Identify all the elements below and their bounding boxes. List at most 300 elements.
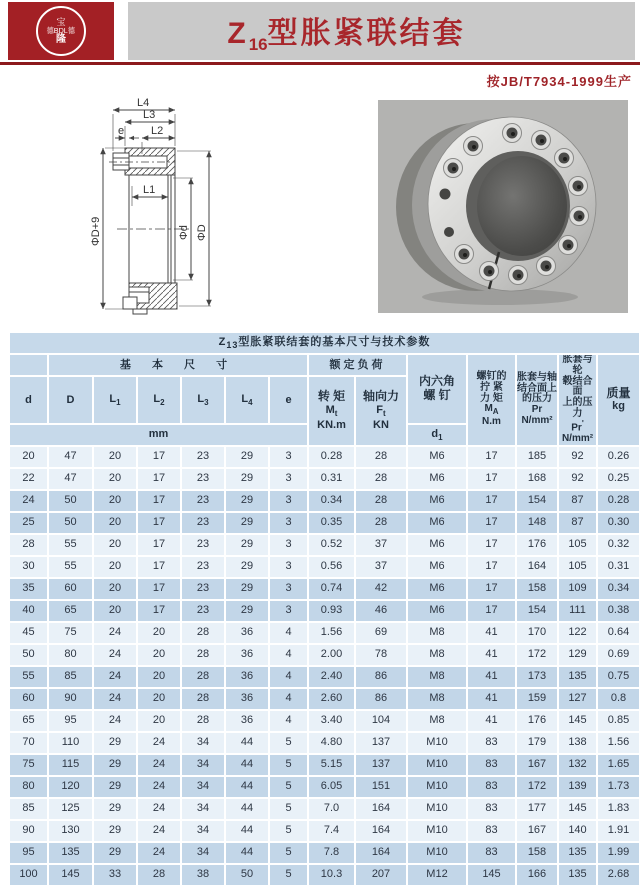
table-row [10, 491, 639, 511]
table-cell: 6.05 [309, 777, 354, 797]
table-cell: M10 [408, 777, 466, 797]
table-cell: 0.64 [598, 623, 639, 643]
table-cell: 17 [138, 535, 180, 555]
table-cell: M10 [408, 755, 466, 775]
table-cell: 2.40 [309, 667, 354, 687]
table-cell: 23 [182, 535, 224, 555]
dim-label-phiD9: ΦD+9 [90, 216, 102, 246]
table-cell: 135 [559, 667, 596, 687]
table-cell: 0.35 [309, 513, 354, 533]
table-row [10, 645, 639, 665]
section-drawing [25, 94, 345, 326]
group-rated-load: 额定负荷 [309, 355, 406, 375]
col-header-hub-pressure: 胀套与轮 毂结合面 上的压力 Pr' N/mm² [559, 355, 596, 445]
table-cell: 83 [468, 843, 515, 863]
table-cell: 3 [270, 513, 307, 533]
table-cell: 29 [94, 799, 136, 819]
table-cell: 28 [182, 667, 224, 687]
table-cell: 75 [49, 623, 92, 643]
table-cell: 0.8 [598, 689, 639, 709]
table-cell: 28 [182, 711, 224, 731]
table-cell: 34 [182, 777, 224, 797]
table-row [10, 535, 639, 555]
table-cell: 24 [94, 667, 136, 687]
table-cell: 2.00 [309, 645, 354, 665]
table-cell: 85 [49, 667, 92, 687]
table-cell: 38 [182, 865, 224, 885]
table-cell: 50 [49, 513, 92, 533]
table-row [10, 557, 639, 577]
table-row [10, 447, 639, 467]
table-cell: 75 [10, 755, 47, 775]
table-row [10, 799, 639, 819]
table-cell: 109 [559, 579, 596, 599]
table-cell: 20 [94, 557, 136, 577]
table-cell: 85 [10, 799, 47, 819]
table-cell: 164 [356, 821, 406, 841]
table-cell: 5.15 [309, 755, 354, 775]
table-cell: 44 [226, 777, 268, 797]
table-row [10, 689, 639, 709]
page-title: $Z_{16}$型胀紧联结套 [227, 16, 466, 54]
table-cell: 80 [49, 645, 92, 665]
table-cell: 154 [517, 491, 557, 511]
table-cell: 23 [182, 579, 224, 599]
table-cell: 105 [559, 535, 596, 555]
table-cell: 3 [270, 469, 307, 489]
table-cell: 20 [94, 535, 136, 555]
table-cell: 65 [49, 601, 92, 621]
table-cell: 50 [10, 645, 47, 665]
table-cell: 86 [356, 667, 406, 687]
table-cell: 24 [138, 843, 180, 863]
brand-logo [8, 2, 114, 60]
table-cell: 0.31 [309, 469, 354, 489]
table-cell: 29 [94, 777, 136, 797]
product-photo [378, 100, 628, 313]
table-cell: 20 [138, 645, 180, 665]
table-cell: 37 [356, 535, 406, 555]
table-body [10, 447, 639, 885]
table-cell: 34 [182, 733, 224, 753]
table-cell: 135 [559, 843, 596, 863]
table-cell: 17 [138, 601, 180, 621]
table-row [10, 733, 639, 753]
table-cell: 164 [356, 843, 406, 863]
table-cell: 37 [356, 557, 406, 577]
table-cell: 28 [356, 491, 406, 511]
col-header-shaft-pressure: 胀套与轴 结合面上 的压力 Pr N/mm² [517, 355, 557, 445]
table-cell: 135 [49, 843, 92, 863]
table-cell: 17 [138, 447, 180, 467]
table-cell: 176 [517, 711, 557, 731]
table-cell: 0.28 [309, 447, 354, 467]
table-cell: 28 [356, 447, 406, 467]
col-header-L3: $L_3$ [182, 377, 224, 423]
plain-hole [440, 189, 451, 200]
table-cell: 23 [182, 447, 224, 467]
table-cell: 20 [138, 667, 180, 687]
table-cell: 90 [10, 821, 47, 841]
table-cell: 172 [517, 645, 557, 665]
plain-hole [444, 227, 454, 237]
table-cell: 17 [468, 557, 515, 577]
table-cell: 28 [356, 469, 406, 489]
table-cell: 87 [559, 491, 596, 511]
table-cell: 151 [356, 777, 406, 797]
table-cell: 28 [356, 513, 406, 533]
table-cell: 115 [49, 755, 92, 775]
table-cell: 4 [270, 667, 307, 687]
table-cell: 1.56 [598, 733, 639, 753]
table-cell: 164 [517, 557, 557, 577]
logo-text-top: 宝 [56, 16, 66, 27]
dim-label-L1: L1 [143, 184, 156, 196]
table-cell: M6 [408, 513, 466, 533]
table-cell: 29 [226, 469, 268, 489]
brand-logo-circle [36, 6, 86, 56]
table-cell: 132 [559, 755, 596, 775]
table-cell: 24 [138, 755, 180, 775]
table-cell: 24 [94, 711, 136, 731]
table-row [10, 821, 639, 841]
table-cell: 137 [356, 755, 406, 775]
col-header-L1: $L_1$ [94, 377, 136, 423]
table-cell: 168 [517, 469, 557, 489]
table-row [10, 711, 639, 731]
table-cell: 120 [49, 777, 92, 797]
table-cell: 25 [10, 513, 47, 533]
table-cell: 148 [517, 513, 557, 533]
table-cell: 17 [138, 469, 180, 489]
table-cell: 41 [468, 623, 515, 643]
table-cell: 7.8 [309, 843, 354, 863]
table-cell: 17 [468, 579, 515, 599]
table-cell: 0.75 [598, 667, 639, 687]
table-cell: 20 [94, 579, 136, 599]
table-cell: 29 [226, 491, 268, 511]
table-cell: 40 [10, 601, 47, 621]
table-cell: 24 [10, 491, 47, 511]
table-cell: 17 [468, 469, 515, 489]
table-cell: 145 [468, 865, 515, 885]
table-cell: 60 [49, 579, 92, 599]
table-row [10, 469, 639, 489]
table-cell: 2.60 [309, 689, 354, 709]
table-cell: 29 [226, 535, 268, 555]
table-cell: 100 [10, 865, 47, 885]
table-cell: 24 [138, 799, 180, 819]
table-cell: 0.56 [309, 557, 354, 577]
table-cell: M6 [408, 447, 466, 467]
table-cell: 3 [270, 491, 307, 511]
table-row [10, 667, 639, 687]
table-cell: 34 [182, 821, 224, 841]
table-cell: 95 [49, 711, 92, 731]
table-cell: 29 [226, 557, 268, 577]
table-cell: 0.31 [598, 557, 639, 577]
table-cell: 23 [182, 557, 224, 577]
table-cell: 36 [226, 623, 268, 643]
table-cell: 29 [94, 821, 136, 841]
table-cell: 135 [559, 865, 596, 885]
table-cell: 1.73 [598, 777, 639, 797]
table-cell: 29 [226, 579, 268, 599]
table-cell: 0.34 [598, 579, 639, 599]
table-cell: 29 [94, 755, 136, 775]
table-cell: 0.25 [598, 469, 639, 489]
table-cell: 0.93 [309, 601, 354, 621]
table-cell: 17 [468, 447, 515, 467]
table-cell: 29 [226, 601, 268, 621]
table-cell: 0.69 [598, 645, 639, 665]
header-divider [0, 62, 640, 65]
table-cell: 17 [468, 601, 515, 621]
table-cell: 145 [559, 711, 596, 731]
table-cell: M8 [408, 645, 466, 665]
table-cell: 55 [49, 535, 92, 555]
table-cell: 20 [10, 447, 47, 467]
dim-label-L4: L4 [137, 97, 150, 109]
table-cell: 28 [182, 623, 224, 643]
table-cell: 29 [94, 843, 136, 863]
table-cell: 28 [10, 535, 47, 555]
col-header-hex-screw: 内六角 螺 钉 [408, 355, 466, 423]
col-header-mass: 质量 kg [598, 355, 639, 445]
table-cell: 83 [468, 821, 515, 841]
table-cell: 177 [517, 799, 557, 819]
table-row [10, 865, 639, 885]
table-cell: M10 [408, 733, 466, 753]
logo-text-bottom: 隆 [56, 33, 66, 45]
table-cell: 35 [10, 579, 47, 599]
table-row [10, 513, 639, 533]
table-cell: 145 [49, 865, 92, 885]
table-cell: 86 [356, 689, 406, 709]
table-cell: 20 [94, 447, 136, 467]
table-cell: 41 [468, 689, 515, 709]
table-cell: 172 [517, 777, 557, 797]
table-cell: M8 [408, 667, 466, 687]
table-cell: 125 [49, 799, 92, 819]
table-cell: 185 [517, 447, 557, 467]
table-cell: 36 [226, 645, 268, 665]
table-cell: 50 [49, 491, 92, 511]
table-cell: 170 [517, 623, 557, 643]
table-cell: 23 [182, 491, 224, 511]
table-cell: 1.56 [309, 623, 354, 643]
table-cell: 4 [270, 711, 307, 731]
table-cell: M8 [408, 623, 466, 643]
table-cell: 1.65 [598, 755, 639, 775]
table-cell: 92 [559, 469, 596, 489]
table-cell: 3 [270, 579, 307, 599]
col-header-tightening-torque: 螺钉的 拧 紧 力 矩 $M_A$ N.m [468, 355, 515, 445]
table-cell: 78 [356, 645, 406, 665]
table-cell: 28 [182, 689, 224, 709]
table-cell: 110 [49, 733, 92, 753]
table-row [10, 777, 639, 797]
table-cell: 0.28 [598, 491, 639, 511]
table-cell: 83 [468, 733, 515, 753]
table-cell: 17 [138, 491, 180, 511]
table-row [10, 755, 639, 775]
table-cell: 24 [138, 777, 180, 797]
table-cell: 23 [182, 513, 224, 533]
table-cell: 23 [182, 469, 224, 489]
table-cell: M6 [408, 601, 466, 621]
table-cell: 95 [10, 843, 47, 863]
title-banner [128, 2, 635, 60]
dim-label-L2: L2 [151, 125, 164, 137]
table-cell: 29 [94, 733, 136, 753]
table-cell: 34 [182, 843, 224, 863]
table-row [10, 623, 639, 643]
table-cell: 20 [94, 469, 136, 489]
group-basic-dims: 基 本 尺 寸 [49, 355, 307, 375]
table-cell: 159 [517, 689, 557, 709]
table-cell: 158 [517, 843, 557, 863]
spec-table [8, 331, 640, 887]
col-header-d1: $d_1$ [408, 425, 466, 445]
table-cell: 17 [138, 579, 180, 599]
table-cell: 7.0 [309, 799, 354, 819]
table-cell: 138 [559, 733, 596, 753]
table-cell: 137 [356, 733, 406, 753]
table-cell: 36 [226, 711, 268, 731]
col-header-L4: $L_4$ [226, 377, 268, 423]
table-cell: 0.26 [598, 447, 639, 467]
table-cell: 41 [468, 645, 515, 665]
table-cell: 179 [517, 733, 557, 753]
table-cell: 3 [270, 557, 307, 577]
table-cell: 83 [468, 799, 515, 819]
table-cell: M10 [408, 799, 466, 819]
dim-label-phiD: ΦD [196, 224, 208, 241]
table-cell: 4 [270, 623, 307, 643]
table-cell: 5 [270, 755, 307, 775]
table-cell: 164 [356, 799, 406, 819]
table-cell: 17 [468, 513, 515, 533]
table-cell: 145 [559, 799, 596, 819]
table-cell: 80 [10, 777, 47, 797]
table-cell: M10 [408, 843, 466, 863]
table-cell: 5 [270, 843, 307, 863]
table-cell: 5 [270, 865, 307, 885]
table-cell: 87 [559, 513, 596, 533]
col-header-e: e [270, 377, 307, 423]
table-cell: 207 [356, 865, 406, 885]
table-cell: 20 [94, 513, 136, 533]
table-cell: 92 [559, 447, 596, 467]
table-cell: 111 [559, 601, 596, 621]
table-cell: 28 [182, 645, 224, 665]
table-cell: 173 [517, 667, 557, 687]
table-cell: 44 [226, 733, 268, 753]
dim-label-phid: Φd [178, 225, 190, 240]
table-cell: 1.99 [598, 843, 639, 863]
col-header-L2: $L_2$ [138, 377, 180, 423]
table-cell: 46 [356, 601, 406, 621]
table-cell: 24 [94, 645, 136, 665]
table-cell: 166 [517, 865, 557, 885]
table-cell: 41 [468, 667, 515, 687]
table-cell: 5 [270, 821, 307, 841]
table-cell: 17 [138, 557, 180, 577]
table-cell: 158 [517, 579, 557, 599]
table-cell: 139 [559, 777, 596, 797]
table-cell: 3 [270, 447, 307, 467]
table-cell: 105 [559, 557, 596, 577]
table-cell: 29 [226, 513, 268, 533]
table-cell: M10 [408, 821, 466, 841]
table-cell: 83 [468, 755, 515, 775]
table-cell: M6 [408, 491, 466, 511]
table-cell: 7.4 [309, 821, 354, 841]
table-cell: 3 [270, 535, 307, 555]
table-cell: 17 [468, 491, 515, 511]
table-cell: 4 [270, 689, 307, 709]
table-cell: 127 [559, 689, 596, 709]
table-row [10, 601, 639, 621]
table-cell: 5 [270, 777, 307, 797]
table-cell: 3.40 [309, 711, 354, 731]
unit-mm: mm [10, 425, 307, 445]
table-cell: M6 [408, 579, 466, 599]
table-cell: 28 [138, 865, 180, 885]
table-cell: 5 [270, 733, 307, 753]
dim-label-e: e [118, 125, 125, 137]
table-cell: 20 [138, 623, 180, 643]
table-cell: 44 [226, 843, 268, 863]
table-cell: 24 [94, 623, 136, 643]
standard-note: 按JB/T7934-1999生产 [486, 74, 632, 89]
table-cell: 44 [226, 799, 268, 819]
table-cell: M6 [408, 469, 466, 489]
table-cell: 24 [138, 733, 180, 753]
table-cell: 17 [138, 513, 180, 533]
table-cell: 0.52 [309, 535, 354, 555]
table-cell: 60 [10, 689, 47, 709]
table-cell: 23 [182, 601, 224, 621]
col-header-torque: 转 矩 $M_t$ KN.m [309, 377, 354, 445]
table-cell: 30 [10, 557, 47, 577]
table-cell: M6 [408, 557, 466, 577]
table-cell: 167 [517, 755, 557, 775]
table-cell: 50 [226, 865, 268, 885]
table-cell: 0.34 [309, 491, 354, 511]
table-cell: 33 [94, 865, 136, 885]
table-cell: 29 [226, 447, 268, 467]
table-cell: 1.91 [598, 821, 639, 841]
table-cell: 24 [138, 821, 180, 841]
table-row [10, 843, 639, 863]
table-cell: 44 [226, 755, 268, 775]
table-cell: M6 [408, 535, 466, 555]
logo-text-mid: 德BDL德 [46, 26, 76, 35]
table-cell: 20 [94, 491, 136, 511]
table-cell: 20 [94, 601, 136, 621]
spec-table-section [8, 331, 635, 887]
table-cell: 4.80 [309, 733, 354, 753]
table-cell: 154 [517, 601, 557, 621]
table-row [10, 579, 639, 599]
table-cell: 176 [517, 535, 557, 555]
table-cell: 20 [138, 689, 180, 709]
table-cell: 47 [49, 447, 92, 467]
table-cell: 10.3 [309, 865, 354, 885]
table-cell: 5 [270, 799, 307, 819]
